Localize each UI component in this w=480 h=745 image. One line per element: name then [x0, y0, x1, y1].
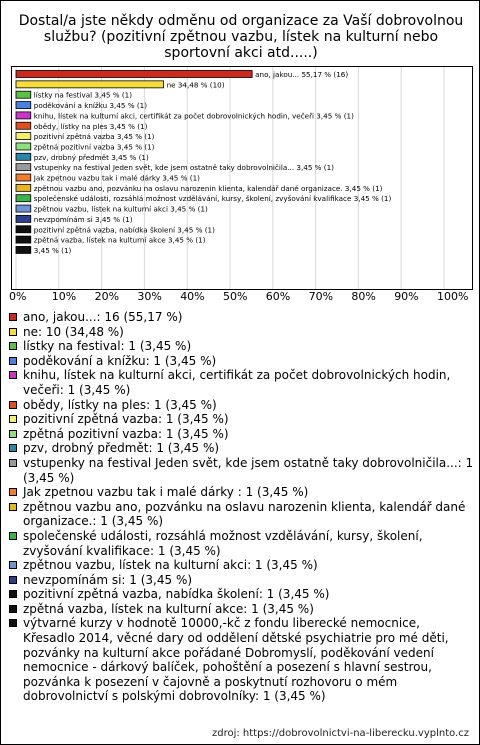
bar: [16, 236, 31, 243]
legend-label: vstupenky na festival Jeden svět, kde jsem ostatně taky dobrovolničila...: 1 (3,45 %): [23, 455, 474, 485]
bar: [16, 71, 252, 78]
legend-swatch: [9, 488, 17, 496]
legend-item: [9, 310, 475, 325]
bar-label: 3,45 % (1): [33, 245, 72, 255]
legend-label: obědy, lístky na ples: 1 (3,45 %): [23, 397, 217, 412]
legend-swatch: [9, 371, 17, 379]
bar-label: ne 34,48 % (10): [166, 80, 225, 90]
bar-label: společenské události, rozsáhlá možnost vzdělávání, kursy, školení, zvyšování kvalifikace 3,45 % (1): [33, 194, 392, 204]
legend-label: výtvarné kurzy v hodnotě 10000,-kč z fondu liberecké nemocnice, Křesadlo 2014, věcné dary od oddělení dětské psychiatrie pro mé děti, pozvánky na kulturní akce pořádané Dobromyslí, poděkování vedení nemocnice - dárkový balíček, pohoštění a posezení s hlavní sestrou, pozvánka k posezení v čajovně a poskytnutí rozhovoru o mém dobrovolnictví s polskými dobrovolníky: 1 (3,45 %): [23, 616, 449, 704]
legend-swatch: [9, 444, 17, 452]
bar-label: zpětná pozitivní vazba 3,45 % (1): [33, 142, 155, 152]
bar: [16, 164, 31, 171]
legend-swatch: [9, 401, 17, 409]
bar: [16, 184, 31, 191]
bar: [16, 112, 31, 119]
legend-swatch: [9, 590, 17, 598]
legend-item: [9, 354, 475, 369]
bar: [16, 226, 31, 233]
legend-item: [9, 587, 475, 602]
legend-item: [9, 573, 475, 588]
legend-swatch: [9, 357, 17, 365]
bar-label: ano, jakou... 55,17 % (16): [255, 70, 349, 79]
x-tick-label: 0%: [9, 290, 27, 303]
bar-label: Jak zpetnou vazbu tak i malé dárky 3,45 % (1): [33, 173, 200, 183]
legend-swatch: [9, 313, 17, 321]
legend-swatch: [9, 328, 17, 336]
bar-label: obědy, lístky na ples 3,45 % (1): [33, 121, 148, 131]
legend-swatch: [9, 619, 17, 627]
legend-item: [9, 398, 475, 413]
x-tick-label: 100%: [437, 290, 469, 303]
bar: [16, 122, 31, 129]
bar: [16, 205, 31, 212]
bar: [16, 246, 31, 253]
legend-label: poděkování a knížku: 1 (3,45 %): [23, 353, 217, 368]
legend-label: pozitivní zpětná vazba, nabídka školení: 1 (3,45 %): [23, 587, 330, 602]
legend-item: [9, 325, 475, 340]
x-tick-label: 50%: [223, 290, 248, 303]
bar: [16, 195, 31, 202]
legend-label: lístky na festival: 1 (3,45 %): [23, 339, 192, 354]
legend-swatch: [9, 415, 17, 423]
bar-label: knihu, lístek na kulturní akci, certifikát za počet dobrovolnických hodin, večeři 3,45 % (1): [33, 111, 354, 121]
legend-swatch: [9, 605, 17, 613]
chart-title: Dostal/a jste někdy odměnu od organizace za Vaší dobrovolnou službu? (pozitivní zpětnou vazbu, lístek na kulturní nebo sportovní akci atd.....): [18, 13, 464, 61]
source-note: zdroj: https://dobrovolnictvi-na-liberecku.vyplnto.cz: [211, 728, 469, 739]
legend-label: ano, jakou...: 16 (55,17 %): [23, 310, 183, 324]
legend-item: [9, 368, 475, 397]
bar: [16, 153, 31, 160]
bar-label: vstupenky na festival Jeden svět, kde jsem ostatně taky dobrovolničila... 3,45 % (1): [33, 163, 334, 173]
legend-item: [9, 427, 475, 442]
legend-item: [9, 558, 475, 573]
legend-swatch: [9, 503, 17, 511]
x-tick-label: 20%: [94, 290, 120, 303]
legend-item: [9, 441, 475, 456]
bar-label: zpětnou vazbu, lístek na kulturní akci 3,45 % (1): [33, 204, 208, 214]
legend-swatch: [9, 532, 17, 540]
bar: [16, 102, 31, 109]
bar-label: zpětná vazba, lístek na kulturní akce 3,45 % (1): [33, 235, 206, 245]
x-tick-label: 30%: [137, 290, 162, 303]
legend-item: [9, 616, 475, 704]
legend-label: nevzpomínám si: 1 (3,45 %): [23, 572, 193, 587]
x-tick-label: 60%: [265, 290, 291, 303]
bar-label: poděkování a knížku 3,45 % (1): [33, 101, 148, 111]
legend-item: [9, 412, 475, 427]
bar-label: zpětnou vazbu ano, pozvánku na oslavu narozenin klienta, kalendář dané organizace. 3,45 % (1): [33, 183, 383, 193]
bar: [16, 91, 31, 98]
bar: [16, 81, 164, 88]
legend-swatch: [9, 342, 17, 350]
legend-item: [9, 500, 475, 529]
legend-label: zpětnou vazbu ano, pozvánku na oslavu narozenin klienta, kalendář dané organizace.: 1 (3,45 %): [23, 499, 466, 529]
bar: [16, 133, 31, 140]
legend-item: [9, 456, 475, 485]
bar-chart: [12, 67, 472, 289]
bar: [16, 174, 31, 181]
bar-label: nevzpomínám si 3,45 % (1): [33, 214, 133, 224]
legend-item: [9, 529, 475, 558]
legend-label: pozitivní zpětná vazba: 1 (3,45 %): [23, 412, 229, 427]
legend-label: Jak zpetnou vazbu tak i malé dárky : 1 (3,45 %): [23, 485, 309, 500]
x-tick-label: 70%: [308, 290, 334, 303]
x-tick-label: 80%: [351, 290, 376, 303]
bar: [16, 215, 31, 222]
legend-swatch: [9, 459, 17, 467]
legend-label: zpětná vazba, lístek na kulturní akce: 1 (3,45 %): [23, 601, 314, 616]
legend-swatch: [9, 561, 17, 569]
bar: [16, 143, 31, 150]
legend-item: [9, 485, 475, 500]
legend-label: společenské události, rozsáhlá možnost vzdělávání, kursy, školení, zvyšování kvalifikace: 1 (3,45 %): [23, 528, 423, 558]
legend-label: pzv, drobný předmět: 1 (3,45 %): [23, 441, 220, 456]
legend-item: [9, 339, 475, 354]
legend-swatch: [9, 576, 17, 584]
legend-swatch: [9, 430, 17, 438]
legend-label: zpětná pozitivní vazba: 1 (3,45 %): [23, 426, 229, 441]
bar-label: pzv, drobný předmět 3,45 % (1): [33, 152, 149, 162]
bar-label: pozitivní zpětná vazba 3,45 % (1): [33, 132, 155, 142]
bar-label: lístky na festival 3,45 % (1): [33, 90, 133, 100]
x-tick-label: 90%: [394, 290, 419, 303]
legend-item: [9, 602, 475, 617]
x-tick-label: 10%: [51, 290, 77, 303]
plot-area: [11, 66, 473, 290]
bar-label: pozitivní zpětná vazba, nabídka školení 3,45 % (1): [33, 225, 215, 235]
x-tick-label: 40%: [180, 290, 205, 303]
legend-label: knihu, lístek na kulturní akci, certifikát za počet dobrovolnických hodin, večeři: 1 (3,45 %): [23, 368, 451, 397]
legend-label: zpětnou vazbu, lístek na kulturní akci: 1 (3,45 %): [23, 558, 318, 573]
legend: [9, 310, 475, 704]
legend-label: ne: 10 (34,48 %): [23, 324, 124, 339]
